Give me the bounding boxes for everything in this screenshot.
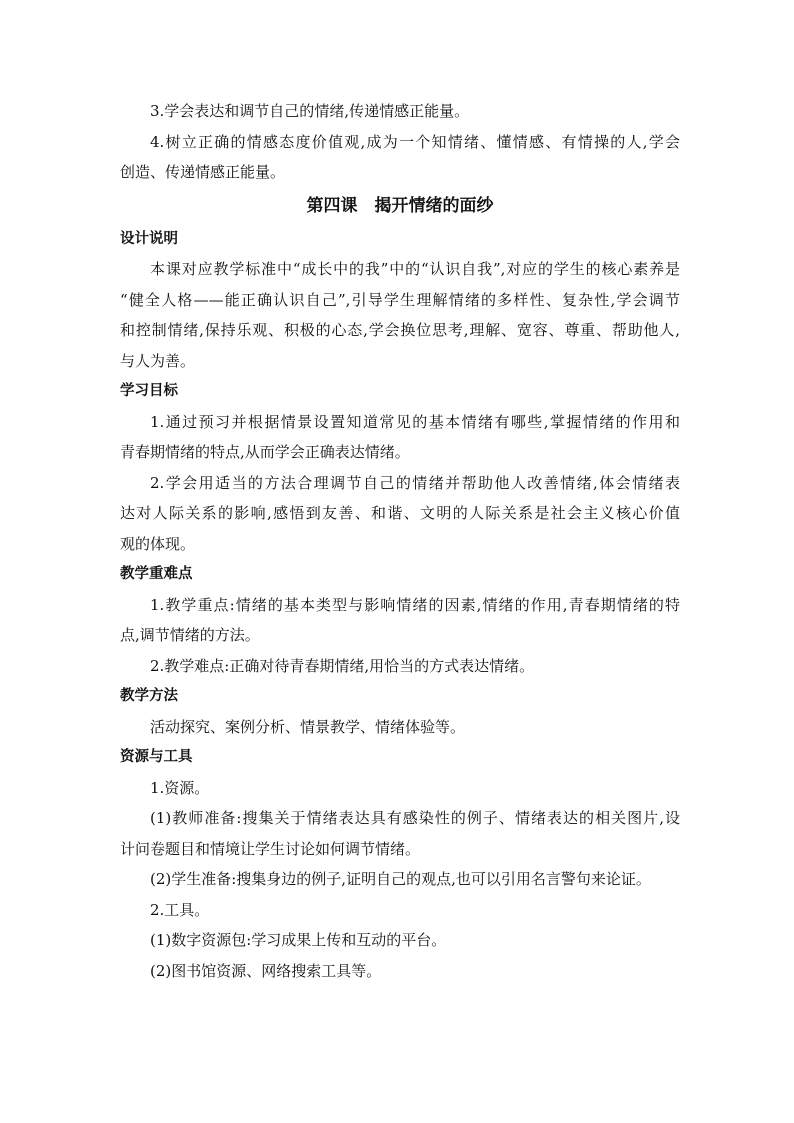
text-line: 1.教学重点:情绪的基本类型与影响情绪的因素,情绪的作用,青春期情绪的特 [150,595,680,614]
text-line: 达对人际关系的影响,感悟到友善、和谐、文明的人际关系是社会主义核心价值 [120,504,680,522]
text-line: (1)教师准备:搜集关于情绪表达具有感染性的例子、情绪表达的相关图片,设 [150,809,680,827]
text-line: 活动探究、案例分析、情景教学、情绪体验等。 [150,717,466,736]
text-line: 和控制情绪,保持乐观、积极的心态,学会换位思考,理解、宽容、尊重、帮助他人, [120,321,680,339]
section-heading-key-points: 教学重难点 [120,566,193,582]
lesson-title: 第四课 揭开情绪的面纱 [306,195,494,216]
intro-item-4 [120,127,680,188]
document-body [120,96,680,986]
objective-item-1 [120,407,680,468]
resource-item-2a [120,925,680,956]
text-line: 本课对应教学标准中“成长中的我”中的“认识自我”,对应的学生的核心素养是 [150,260,680,278]
resource-item-1b [120,864,680,895]
intro-item-3 [120,96,680,127]
section-heading-resources: 资源与工具 [120,749,193,765]
section-heading-objectives: 学习目标 [120,383,178,399]
text-line: 与人为善。 [120,351,196,370]
text-line: 计问卷题目和情境让学生讨论如何调节情绪。 [120,839,421,858]
text-line: 1.通过预习并根据情景设置知道常见的基本情绪有哪些,掌握情绪的作用和 [150,412,680,431]
text-line: (2)学生准备:搜集身边的例子,证明自己的观点,也可以引用名言警句来论证。 [150,870,651,888]
key-point-item-2 [120,651,680,682]
section-heading-design: 设计说明 [120,230,178,247]
design-paragraph [120,254,680,376]
text-line: 3.学会表达和调节自己的情绪,传递情感正能量。 [150,102,470,120]
text-line: 2.工具。 [150,900,210,919]
resource-item-2b [120,956,680,987]
objective-item-2 [120,468,680,560]
text-line: 1.资源。 [150,778,210,797]
text-line: (2)图书馆资源、网络搜索工具等。 [150,961,382,980]
resource-item-1a [120,803,680,864]
text-line: 创造、传递情感正能量。 [120,163,286,181]
key-point-item-1 [120,590,680,651]
text-line: 4.树立正确的情感态度价值观,成为一个知情绪、懂情感、有情操的人,学会 [150,132,680,151]
resource-item-2 [120,895,680,926]
section-heading-methods: 教学方法 [120,688,178,704]
text-line: (1)数字资源包:学习成果上传和互动的平台。 [150,931,447,949]
text-line: 观的体现。 [120,534,196,553]
text-line: 2.学会用适当的方法合理调节自己的情绪并帮助他人改善情绪,体会情绪表 [150,473,680,492]
text-line: 点,调节情绪的方法。 [120,626,260,644]
text-line: “健全人格——能正确认识自己”,引导学生理解情绪的多样性、复杂性,学会调节 [120,290,680,309]
text-line: 青春期情绪的特点,从而学会正确表达情绪。 [120,443,410,461]
methods-paragraph [120,712,680,743]
resource-item-1 [120,773,680,804]
text-line: 2.教学难点:正确对待青春期情绪,用恰当的方式表达情绪。 [150,656,535,675]
